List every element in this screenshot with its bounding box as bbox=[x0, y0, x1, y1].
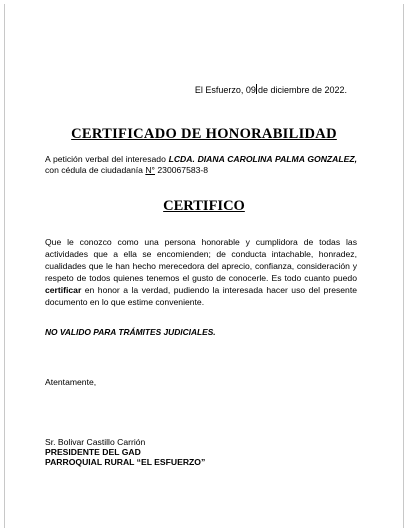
signer-name: Sr. Bolivar Castillo Carrión bbox=[45, 437, 146, 447]
closing-line: Atentamente, bbox=[45, 377, 97, 387]
petition-intro: A petición verbal del interesado bbox=[45, 154, 169, 164]
id-number: 230067583-8 bbox=[155, 165, 209, 175]
body-paragraph bbox=[45, 236, 357, 308]
document-title: CERTIFICADO DE HONORABILIDAD bbox=[71, 126, 337, 142]
id-symbol: N° bbox=[145, 165, 155, 175]
certify-heading: CERTIFICO bbox=[163, 198, 245, 214]
date-day: El Esfuerzo, 09 bbox=[194, 85, 256, 95]
petition-paragraph bbox=[45, 154, 357, 176]
body-text-1: Que le conozco como una persona honorable y cumplidora de todas las actividades que a ella se encomienden; de conducta intachable, honradez, cualidades que le han hecho merecedora del aprecio, confianza, consideración y respeto de todos quienes tenemos el gusto de conocerle. Es todo cuanto puedo bbox=[45, 237, 357, 283]
signature-block bbox=[45, 437, 205, 467]
body-bold-word: certificar bbox=[45, 285, 82, 295]
text-cursor bbox=[256, 84, 257, 94]
date-month-year: de diciembre de 2022. bbox=[257, 85, 347, 95]
signer-position-2: PARROQUIAL RURAL “EL ESFUERZO” bbox=[45, 457, 206, 467]
date-line bbox=[195, 84, 347, 95]
validity-note: NO VALIDO PARA TRÁMITES JUDICIALES. bbox=[45, 327, 216, 337]
body-text-2: en honor a la verdad, pudiendo la interesada hacer uso del presente documento en lo que estime conveniente. bbox=[45, 285, 357, 307]
id-text: con cédula de ciudadanía bbox=[45, 165, 146, 175]
applicant-name: LCDA. DIANA CAROLINA PALMA GONZALEZ, bbox=[168, 154, 357, 164]
signer-position-1: PRESIDENTE DEL GAD bbox=[45, 447, 141, 457]
